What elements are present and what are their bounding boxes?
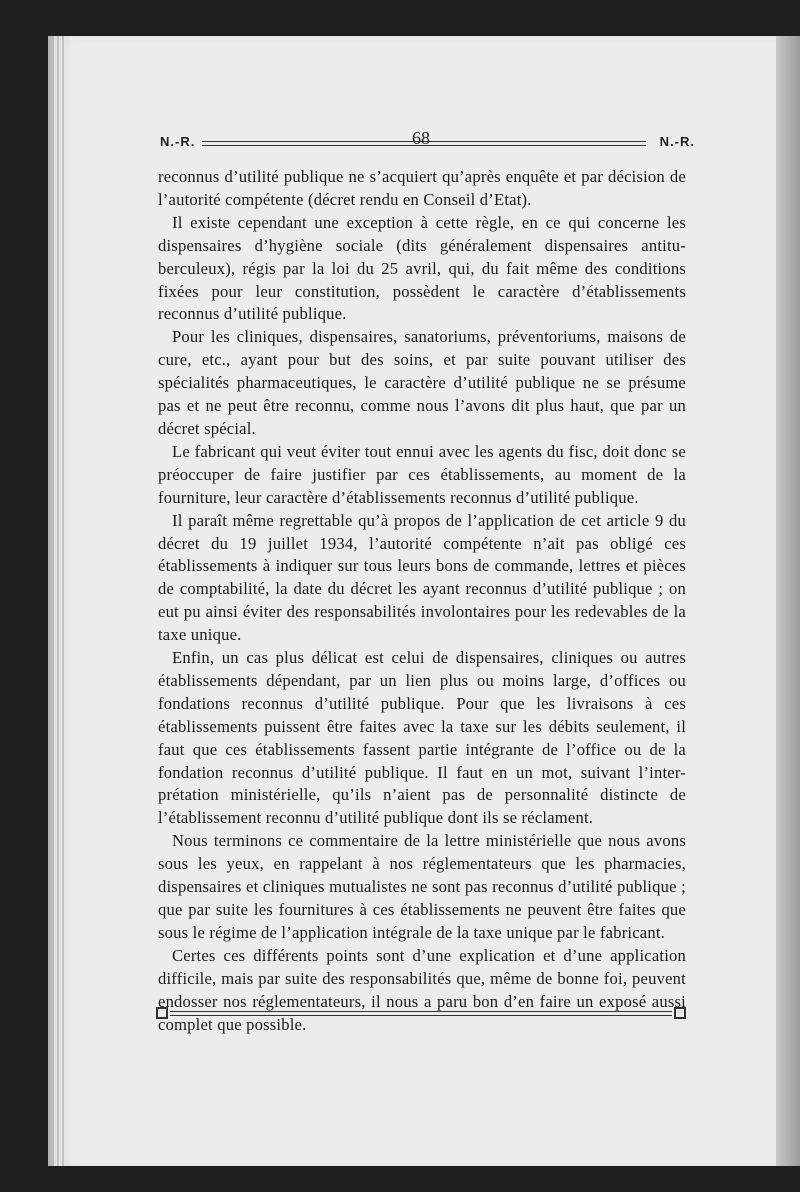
paragraph: Il paraît même regrettable qu’à propos de l’application de cet article 9 du décret du 19 juillet 1934, l’autorité compétente n’ait pas obligé ces établissements à indiquer sur tous leurs bons de commande, lettres et pièces de comptabilité, la date du décret les ayant reconnus d’utilité publique ; on eut pu ainsi éviter des responsabilités involontaires pour les redevables de la taxe unique. [158, 510, 686, 645]
header-right-rule [456, 141, 646, 146]
page-number: 68 [412, 128, 430, 148]
header-left-marker: N.-R. [160, 134, 196, 149]
page-header [160, 128, 695, 156]
paragraph: Le fabricant qui veut éviter tout ennui avec les agents du fisc, doit donc se préoccuper de faire justifier par ces établissements, au moment de la fourniture, leur caractère d’établissements reconnus d’utilité publique. [158, 441, 686, 507]
footer-left-square [156, 1007, 168, 1019]
footer-rule [170, 1011, 672, 1016]
body-text [158, 166, 686, 1036]
footer-right-square [674, 1007, 686, 1019]
footer-ornament [156, 1006, 686, 1020]
paragraph: reconnus d’utilité publique ne s’acquiert qu’après enquête et par décision de l’autorité compétente (décret rendu en Conseil d’Etat). [158, 167, 686, 209]
page-edge [776, 36, 800, 1166]
paragraph: Nous terminons ce commentaire de la lettre ministérielle que nous avons sous les yeux, en rappelant à nos réglementateurs que les pharmacies, dispensaires et cliniques mutualistes ne sont pas reconnus d’utilité publique ; que par suite les fournitures à ces établissements ne peuvent être faites que sous le régime de l’application intégrale de la taxe unique par le fabricant. [158, 831, 686, 942]
paragraph: Enfin, un cas plus délicat est celui de dispensaires, cliniques ou autres établissements dépendant, par un lien plus ou moins large, d’offices ou fondations reconnus d’utilité publique. Pour que les livraisons à ces établissements puissent être faites avec la taxe sur les débits seulement, il faut que ces établissements fassent partie intégrante de l’office ou de la fondation reconnus d’utilité publique. Il faut en un mot, suivant l’inter-prétation ministérielle, qu’ils n’aient pas de personnalité distincte de l’établissement reconnu d’utilité publique dont ils se réclament. [158, 648, 686, 828]
header-right-marker: N.-R. [659, 134, 695, 149]
paragraph: Il existe cependant une exception à cette règle, en ce qui concerne les dispensaires d’hygiène sociale (dits généralement dispensaires antitu-berculeux), régis par la loi du 25 avril, qui, du fait même des conditions fixées pour leur constitution, possèdent le caractère d’établissements reconnus d’utilité publique. [158, 212, 686, 324]
paragraph: Certes ces différents points sont d’une explication et d’une application difficile, mais par suite des responsabilités que, même de bonne foi, peuvent endosser nos réglementateurs, il nous a paru bon d’en faire un exposé aussi complet que possible. [158, 945, 686, 1034]
paragraph: Pour les cliniques, dispensaires, sanatoriums, préventoriums, maisons de cure, etc., ayant pour but des soins, et par suite pouvant utiliser des spécialités pharmaceutiques, le caractère d’utilité publique ne se présume pas et ne peut être reconnu, comme nous l’avons dit plus haut, que par un décret spécial. [158, 327, 686, 438]
